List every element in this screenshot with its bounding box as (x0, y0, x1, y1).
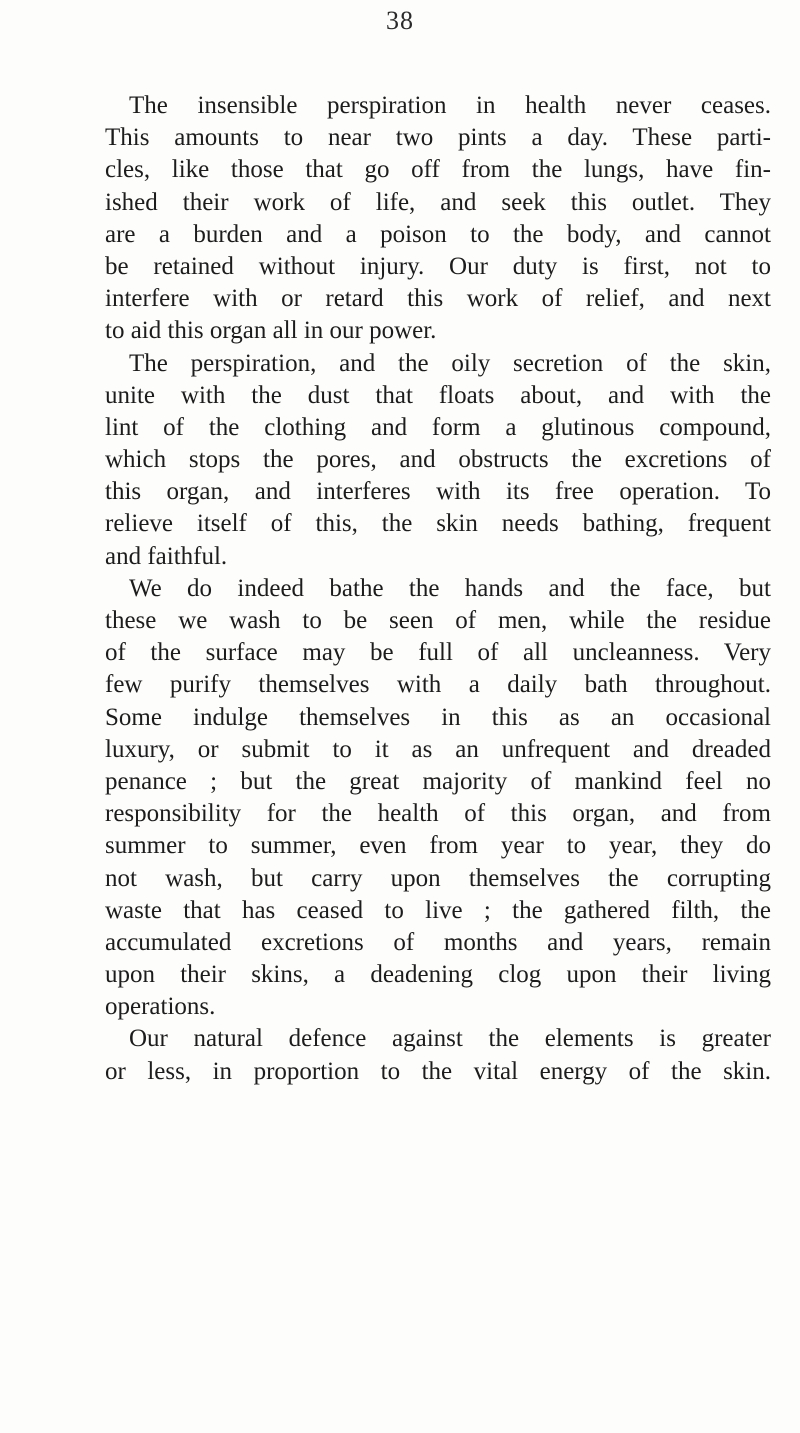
text-line: waste that has ceased to live ; the gathered filth, the (105, 896, 771, 924)
text-line: penance ; but the great majority of mankind feel no (105, 767, 771, 795)
text-line: of the surface may be full of all uncleanness. Very (105, 639, 771, 667)
text-line: ished their work of life, and seek this outlet. They (105, 188, 771, 216)
text-line: are a burden and a poison to the body, and cannot (105, 220, 771, 248)
text-line: or less, in proportion to the vital energy of the skin. (105, 1057, 771, 1085)
text-line: The insensible perspiration in health never ceases. (129, 92, 771, 119)
text-line: responsibility for the health of this organ, and from (105, 800, 771, 828)
text-line: this organ, and interferes with its free operation. To (105, 478, 771, 506)
text-line: upon their skins, a deadening clog upon their living (105, 961, 771, 989)
text-line: lint of the clothing and form a glutinous compound, (105, 413, 771, 441)
text-line: The perspiration, and the oily secretion of the skin, (129, 349, 771, 377)
text-line: relieve itself of this, the skin needs bathing, frequent (105, 510, 771, 538)
text-line: unite with the dust that floats about, and with the (105, 381, 771, 409)
text-line: Some indulge themselves in this as an occasional (105, 703, 771, 731)
text-line: be retained without injury. Our duty is first, not to (105, 252, 771, 280)
text-line: summer to summer, even from year to year, they do (105, 832, 771, 860)
text-line: which stops the pores, and obstructs the excretions of (105, 446, 771, 474)
text-line: to aid this organ all in our power. (105, 317, 437, 345)
text-line: not wash, but carry upon themselves the corrupting (105, 864, 771, 892)
text-line: few purify themselves with a daily bath throughout. (105, 671, 771, 699)
text-line: operations. (105, 993, 216, 1021)
body-text (105, 90, 771, 1088)
text-line: and faithful. (105, 542, 228, 570)
text-line: We do indeed bathe the hands and the face, but (129, 574, 771, 602)
text-line: cles, like those that go off from the lungs, have fin- (105, 156, 771, 184)
text-line: accumulated excretions of months and years, remain (105, 928, 771, 956)
text-line: luxury, or submit to it as an unfrequent and dreaded (105, 735, 771, 763)
text-line: interfere with or retard this work of relief, and next (105, 285, 771, 313)
text-line: This amounts to near two pints a day. These parti- (105, 124, 771, 152)
text-line: Our natural defence against the elements is greater (129, 1025, 771, 1053)
page-number: 38 (386, 6, 414, 35)
text-line: these we wash to be seen of men, while the residue (105, 607, 771, 634)
